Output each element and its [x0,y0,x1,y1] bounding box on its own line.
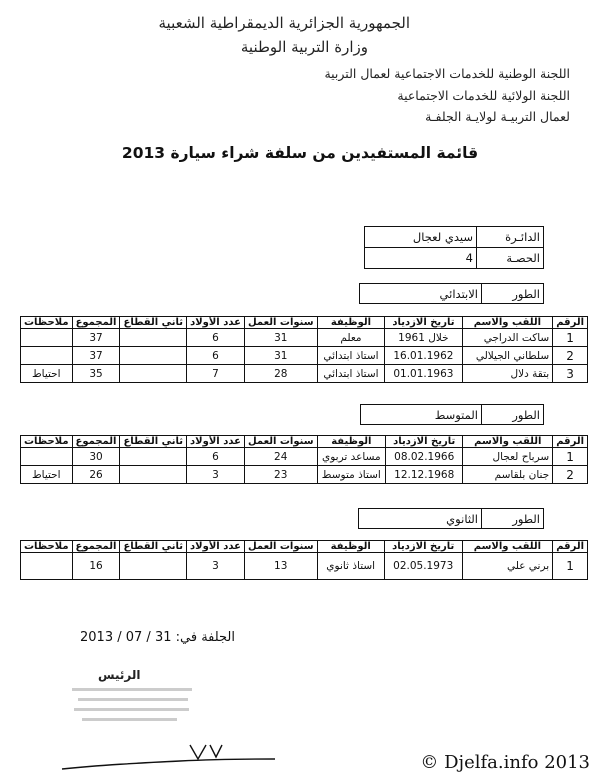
col-job: الوظيفة [317,317,385,329]
blurred-stamp-line [74,708,189,711]
cell-name: برني علي [462,553,553,580]
cell-kids: 6 [187,347,245,365]
cell-total: 35 [72,365,120,383]
daira-value: سيدي لعجال [365,227,477,248]
col-dob: تاريخ الازدياد [384,541,462,553]
col-sector: ثاني القطاع [120,317,187,329]
col-sector: ثاني القطاع [120,436,187,448]
cell-notes [21,347,73,365]
col-years: سنوات العمل [244,436,317,448]
cell-job: مساعد تربوي [317,448,386,466]
cell-years: 28 [244,365,317,383]
cell-dob: 16.01.1962 [385,347,462,365]
stage-label: الطور [482,284,544,304]
cell-job: استاذ ثانوي [317,553,384,580]
stage-box-primary [359,283,544,304]
header-workers: لعمال التربيـة لولايـة الجلفـة [425,109,570,124]
table-header-row [21,541,588,553]
col-years: سنوات العمل [244,317,317,329]
cell-years: 13 [244,553,317,580]
cell-total: 37 [72,347,120,365]
cell-name: جنان بلقاسم [463,466,553,484]
cell-num: 3 [553,365,588,383]
col-years: سنوات العمل [244,541,317,553]
stage-label: الطور [482,405,544,425]
cell-years: 24 [244,448,317,466]
col-name: اللقب والاسم [462,541,553,553]
cell-notes [21,329,73,347]
blurred-stamp-line [78,698,188,701]
cell-dob: خلال 1961 [385,329,462,347]
col-kids: عدد الأولاد [187,436,245,448]
cell-total: 30 [72,448,120,466]
cell-notes [21,553,73,580]
col-num: الرقم [553,317,588,329]
cell-sector [120,329,187,347]
header-wilaya-committee: اللجنة الولائية للخدمات الاجتماعية [397,88,570,103]
blurred-stamp-line [72,688,192,691]
cell-num: 2 [553,466,588,484]
blurred-stamp-line [82,718,177,721]
cell-job: استاذ ابتدائي [317,365,385,383]
col-sector: ثاني القطاع [120,541,187,553]
table-row [21,365,588,383]
table-header-row [21,317,588,329]
cell-kids: 6 [187,329,245,347]
cell-job: استاذ متوسط [317,466,386,484]
cell-notes: احتياط [21,365,73,383]
cell-job: معلم [317,329,385,347]
col-num: الرقم [553,541,588,553]
cell-sector [120,448,187,466]
col-notes: ملاحظات [21,317,73,329]
stage-box-secondary [358,508,544,529]
cell-kids: 3 [187,553,245,580]
cell-years: 31 [244,329,317,347]
quota-label: الحصـة [477,248,544,269]
col-num: الرقم [553,436,588,448]
cell-sector [120,466,187,484]
stage-box-middle [360,404,544,425]
cell-num: 2 [553,347,588,365]
table-row [21,329,588,347]
col-job: الوظيفة [317,541,384,553]
col-kids: عدد الأولاد [187,317,245,329]
col-notes: ملاحظات [21,541,73,553]
cell-total: 16 [72,553,120,580]
cell-kids: 7 [187,365,245,383]
table-row [21,448,588,466]
cell-num: 1 [553,553,588,580]
table-row [21,347,588,365]
quota-value: 4 [365,248,477,269]
document-title: قائمة المستفيدين من سلفة شراء سيارة 2013 [121,144,479,162]
col-job: الوظيفة [317,436,386,448]
header-republic: الجمهورية الجزائرية الديمقراطية الشعبية [158,14,410,32]
watermark: © Djelfa.info 2013 [420,752,590,773]
stage-value: الثانوي [359,509,482,529]
col-kids: عدد الأولاد [187,541,245,553]
signature-scribble [60,735,280,775]
cell-dob: 01.01.1963 [385,365,462,383]
col-total: المجموع [72,541,120,553]
cell-notes [21,448,73,466]
document-date: الجلفة في: 31 / 07 / 2013 [80,630,236,645]
col-dob: تاريخ الازدياد [386,436,463,448]
col-name: اللقب والاسم [462,317,553,329]
cell-kids: 3 [187,466,245,484]
cell-dob: 02.05.1973 [384,553,462,580]
cell-sector [120,347,187,365]
cell-job: استاذ ابتدائي [317,347,385,365]
signature-block [68,668,238,728]
stage-label: الطور [482,509,544,529]
cell-total: 26 [72,466,120,484]
table-middle [20,435,588,484]
col-total: المجموع [72,436,120,448]
cell-sector [120,365,187,383]
header-ministry: وزارة التربية الوطنية [240,38,368,56]
table-row [21,466,588,484]
col-notes: ملاحظات [21,436,73,448]
cell-years: 31 [244,347,317,365]
col-total: المجموع [72,317,120,329]
table-secondary [20,540,588,580]
stage-value: الابتدائي [360,284,482,304]
cell-name: بتقة دلال [462,365,553,383]
table-row [21,553,588,580]
daira-info-table [364,226,544,269]
signature-title: الرئيس [98,668,141,682]
table-header-row [21,436,588,448]
col-name: اللقب والاسم [463,436,553,448]
cell-sector [120,553,187,580]
cell-dob: 12.12.1968 [386,466,463,484]
cell-name: سرباح لعجال [463,448,553,466]
stage-value: المتوسط [361,405,482,425]
cell-notes: احتياط [21,466,73,484]
cell-years: 23 [244,466,317,484]
cell-num: 1 [553,329,588,347]
cell-num: 1 [553,448,588,466]
header-national-committee: اللجنة الوطنية للخدمات الاجتماعية لعمال التربية [324,66,570,81]
daira-label: الدائـرة [477,227,544,248]
cell-kids: 6 [187,448,245,466]
cell-name: ساكت الدراجي [462,329,553,347]
table-primary [20,316,588,383]
cell-total: 37 [72,329,120,347]
cell-name: سلطاني الجيلالي [462,347,553,365]
col-dob: تاريخ الازدياد [385,317,462,329]
cell-dob: 08.02.1966 [386,448,463,466]
